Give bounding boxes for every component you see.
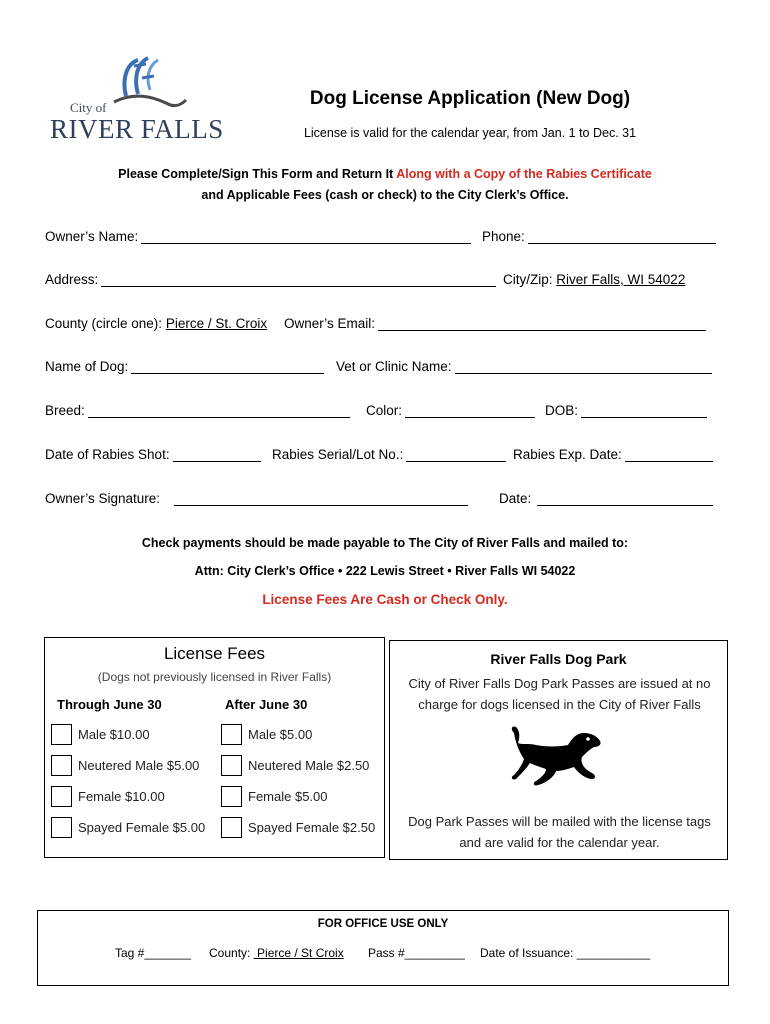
dog-park-title: River Falls Dog Park xyxy=(490,651,627,667)
fee-option-female-after-june[interactable] xyxy=(221,786,328,807)
address-label: Address: xyxy=(45,272,99,287)
fee-option-male-through-june[interactable] xyxy=(51,724,150,745)
city-zip-field xyxy=(503,272,685,287)
rabies-exp-field[interactable] xyxy=(513,447,713,462)
date-label: Date: xyxy=(499,491,532,506)
fee-option-label: Female $10.00 xyxy=(78,789,165,804)
fee-option-label: Neutered Male $5.00 xyxy=(78,758,200,773)
page-title: Dog License Application (New Dog) xyxy=(309,88,631,109)
address-input[interactable] xyxy=(101,272,496,287)
fee-option-spayed-female-after-june[interactable] xyxy=(221,817,375,838)
after-june-heading: After June 30 xyxy=(225,697,308,712)
fee-option-label: Female $5.00 xyxy=(248,789,328,804)
through-june-heading: Through June 30 xyxy=(57,697,162,712)
dog-park-box xyxy=(389,640,728,860)
color-label: Color: xyxy=(366,403,403,418)
address-field[interactable] xyxy=(45,272,496,287)
logo-name-text: RIVER FALLS xyxy=(50,114,224,144)
vet-label: Vet or Clinic Name: xyxy=(336,359,452,374)
fee-option-spayed-female-through-june[interactable] xyxy=(51,817,205,838)
fee-option-label: Male $5.00 xyxy=(248,727,313,742)
rabies-exp-label: Rabies Exp. Date: xyxy=(513,447,622,462)
breed-input[interactable] xyxy=(88,403,350,418)
page-subtitle: License is valid for the calendar year, from Jan. 1 to Dec. 31 xyxy=(303,126,637,140)
signature-input[interactable] xyxy=(174,491,468,506)
logo-mark-icon xyxy=(108,56,188,116)
license-fees-title: License Fees xyxy=(163,644,266,663)
county-field[interactable] xyxy=(45,316,267,331)
county-label: County (circle one): xyxy=(45,316,163,331)
office-pass-field[interactable]: Pass #_________ xyxy=(368,946,465,960)
office-county-value: Pierce / St Croix xyxy=(253,946,344,960)
dog-name-field[interactable] xyxy=(45,359,324,374)
rabies-date-label: Date of Rabies Shot: xyxy=(45,447,170,462)
instructions-red-text: Along with a Copy of the Rabies Certificate xyxy=(396,167,652,181)
office-use-title: FOR OFFICE USE ONLY xyxy=(317,918,449,930)
color-input[interactable] xyxy=(405,403,535,418)
fee-option-label: Male $10.00 xyxy=(78,727,150,742)
dog-park-text-2b: and are valid for the calendar year. xyxy=(459,835,660,850)
checkbox[interactable] xyxy=(51,724,72,745)
phone-input[interactable] xyxy=(528,229,716,244)
fee-option-male-after-june[interactable] xyxy=(221,724,312,745)
fee-option-label: Neutered Male $2.50 xyxy=(248,758,370,773)
instructions-text: Please Complete/Sign This Form and Return It xyxy=(118,167,397,181)
instructions-line-2: and Applicable Fees (cash or check) to the City Clerk’s Office. xyxy=(201,188,569,202)
fee-option-neutered-male-through-june[interactable] xyxy=(51,755,199,776)
rabies-serial-input[interactable] xyxy=(406,447,506,462)
dob-label: DOB: xyxy=(545,403,579,418)
logo-city-text: City of xyxy=(70,100,107,115)
rabies-serial-field[interactable] xyxy=(272,447,506,462)
county-value[interactable]: Pierce / St. Croix xyxy=(165,316,268,331)
checkbox[interactable] xyxy=(51,786,72,807)
office-county-label: County: xyxy=(209,946,251,960)
city-logo xyxy=(48,56,224,146)
phone-label: Phone: xyxy=(482,229,525,244)
checkbox[interactable] xyxy=(51,817,72,838)
owner-email-input[interactable] xyxy=(378,316,706,331)
checkbox[interactable] xyxy=(51,755,72,776)
license-fees-subtitle: (Dogs not previously licensed in River Falls) xyxy=(97,670,332,684)
owner-name-field[interactable] xyxy=(45,229,471,244)
rabies-date-input[interactable] xyxy=(173,447,261,462)
running-dog-icon xyxy=(506,723,606,789)
fee-option-label: Spayed Female $5.00 xyxy=(78,820,206,835)
color-field[interactable] xyxy=(366,403,535,418)
vet-input[interactable] xyxy=(455,359,712,374)
rabies-exp-input[interactable] xyxy=(625,447,713,462)
owner-email-field[interactable] xyxy=(284,316,706,331)
dob-input[interactable] xyxy=(581,403,707,418)
payment-instructions: Check payments should be made payable to The City of River Falls and mailed to: xyxy=(141,536,629,550)
license-fees-box xyxy=(44,637,385,858)
checkbox[interactable] xyxy=(221,786,242,807)
owner-name-label: Owner’s Name: xyxy=(45,229,139,244)
city-zip-label: City/Zip: xyxy=(503,272,553,287)
office-issuance-date-field[interactable]: Date of Issuance: ___________ xyxy=(480,946,651,960)
dog-park-text-1a: City of River Falls Dog Park Passes are issued at no xyxy=(408,676,711,691)
rabies-date-field[interactable] xyxy=(45,447,261,462)
owner-email-label: Owner’s Email: xyxy=(284,316,376,331)
office-county-field[interactable] xyxy=(209,946,344,960)
signature-label: Owner’s Signature: xyxy=(45,491,161,506)
checkbox[interactable] xyxy=(221,724,242,745)
fees-cash-check-note: License Fees Are Cash or Check Only. xyxy=(262,592,508,607)
dog-name-label: Name of Dog: xyxy=(45,359,129,374)
dog-park-text-1b: charge for dogs licensed in the City of River Falls xyxy=(418,697,701,712)
breed-label: Breed: xyxy=(45,403,85,418)
dog-name-input[interactable] xyxy=(131,359,324,374)
city-zip-value: River Falls, WI 54022 xyxy=(556,272,686,287)
fee-option-neutered-male-after-june[interactable] xyxy=(221,755,369,776)
office-use-box xyxy=(37,910,729,986)
fee-option-female-through-june[interactable] xyxy=(51,786,165,807)
fee-option-label: Spayed Female $2.50 xyxy=(248,820,376,835)
office-tag-field[interactable]: Tag #_______ xyxy=(115,946,192,960)
breed-field[interactable] xyxy=(45,403,350,418)
owner-name-input[interactable] xyxy=(141,229,471,244)
dog-park-text-2a: Dog Park Passes will be mailed with the license tags xyxy=(408,814,711,829)
phone-field[interactable] xyxy=(482,229,716,244)
date-input[interactable] xyxy=(537,491,713,506)
vet-field[interactable] xyxy=(336,359,712,374)
instructions-line-1 xyxy=(30,167,740,181)
date-field[interactable] xyxy=(499,491,713,506)
dob-field[interactable] xyxy=(545,403,707,418)
checkbox[interactable] xyxy=(221,755,242,776)
rabies-serial-label: Rabies Serial/Lot No.: xyxy=(272,447,404,462)
mailing-address: Attn: City Clerk’s Office • 222 Lewis Street • River Falls WI 54022 xyxy=(194,564,576,578)
checkbox[interactable] xyxy=(221,817,242,838)
signature-field[interactable] xyxy=(45,491,468,506)
